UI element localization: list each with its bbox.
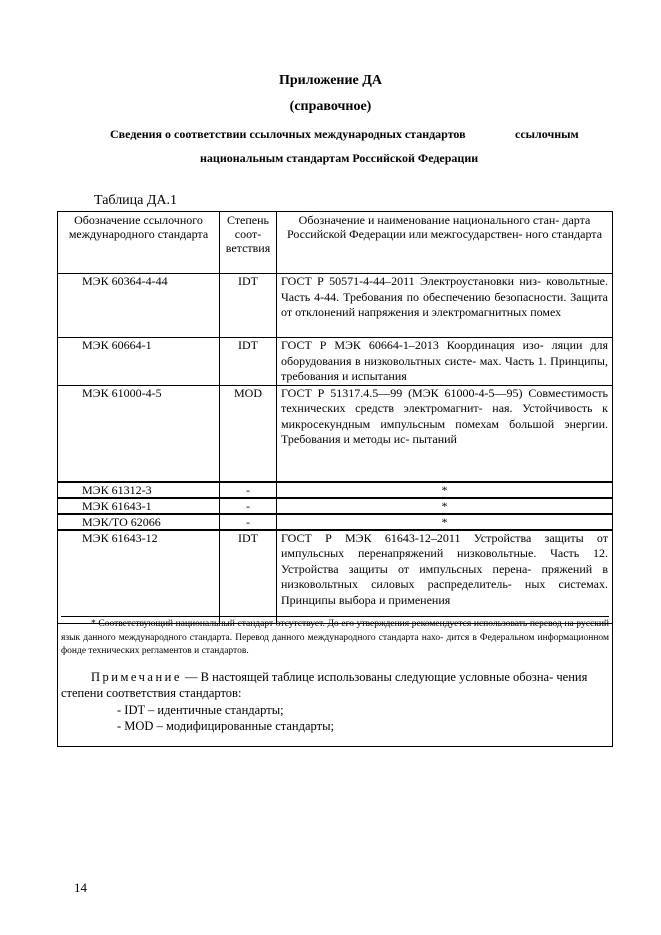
- row-code: МЭК 60664-1: [58, 338, 220, 386]
- row-description: ГОСТ Р МЭК 61643-12–2011 Устройства защиты от импульсных перенапряжений низковольтные. Часть 12. Устройства защиты от импульсных перена- пряжений в низковольтных силовых распределитель- ных системах. Принципы выбора и применения: [277, 530, 613, 624]
- row-description: ГОСТ Р МЭК 60664-1–2013 Координация изо- ляции для оборудования в низковольтных систе- мах. Часть 1. Принципы, требования и испытания: [277, 338, 613, 386]
- row-degree: IDT: [220, 338, 277, 386]
- table-footnote: [61, 616, 609, 659]
- note-item-idt: - IDT – идентичные стандарты;: [117, 703, 284, 717]
- header-intl-standard: Обозначение ссылочного международного стандарта: [58, 212, 220, 274]
- appendix-title: Приложение ДА: [278, 73, 383, 88]
- note-label: Примечание: [91, 670, 182, 684]
- table-row: [58, 385, 613, 482]
- row-degree: IDT: [220, 530, 277, 624]
- appendix-subtitle: (справочное): [289, 99, 372, 114]
- row-code: МЭК 61000-4-5: [58, 385, 220, 482]
- table-row: [58, 530, 613, 624]
- table-header-row: [58, 212, 613, 274]
- row-code: МЭК 60364-4-44: [58, 274, 220, 338]
- row-description: *: [277, 514, 613, 530]
- table-caption: Таблица ДА.1: [94, 193, 178, 208]
- row-degree: -: [220, 514, 277, 530]
- table-note: [61, 669, 606, 701]
- note-item-mod: - MOD – модифицированные стандарты;: [117, 719, 334, 733]
- header-degree: Степень соот- ветствия: [220, 212, 277, 274]
- row-code: МЭК 61312-3: [58, 482, 220, 498]
- appendix-heading-line2: национальным стандартам Российской Федерации: [200, 151, 479, 165]
- correspondence-table: [57, 211, 613, 624]
- header-national-standard: Обозначение и наименование национального стан- дарта Российской Федерации или межгосударствен- ного стандарта: [277, 212, 613, 274]
- table-row: [58, 274, 613, 338]
- row-degree: -: [220, 482, 277, 498]
- appendix-heading-line1-end: ссылочным: [515, 127, 579, 141]
- row-degree: -: [220, 498, 277, 514]
- note-text: — В настоящей таблице использованы следующие условные обозна- чения степени соответствия стандартов:: [61, 670, 588, 700]
- row-degree: IDT: [220, 274, 277, 338]
- row-code: МЭК 61643-1: [58, 498, 220, 514]
- appendix-heading-line1: Сведения о соответствии ссылочных международных стандартов: [110, 127, 466, 141]
- table-row: [58, 514, 613, 530]
- table-row: [58, 498, 613, 514]
- row-code: МЭК/ТО 62066: [58, 514, 220, 530]
- row-description: *: [277, 482, 613, 498]
- table-row: [58, 338, 613, 386]
- footnote-text: * Соответствующий национальный стандарт отсутствует. До его утверждения рекомендуется использовать перевод на русский язык данного международного стандарта. Перевод данного международного стандарта нахо- дится в Федеральном информационном фонде технических регламентов и стандартов.: [61, 619, 609, 656]
- row-description: *: [277, 498, 613, 514]
- page-number: 14: [74, 880, 87, 895]
- table-row: [58, 482, 613, 498]
- row-description: ГОСТ Р 50571-4-44–2011 Электроустановки низ- ковольтные. Часть 4-44. Требования по обеспечению безопасности. Защита от отклонений напряжения и электромагнитных помех: [277, 274, 613, 338]
- row-description: ГОСТ Р 51317.4.5—99 (МЭК 61000-4-5—95) Совместимость технических средств электромагнит- ная. Устойчивость к микросекундным импульсным помехам большой энергии. Требования и методы ис- пытаний: [277, 385, 613, 482]
- row-code: МЭК 61643-12: [58, 530, 220, 624]
- row-degree: MOD: [220, 385, 277, 482]
